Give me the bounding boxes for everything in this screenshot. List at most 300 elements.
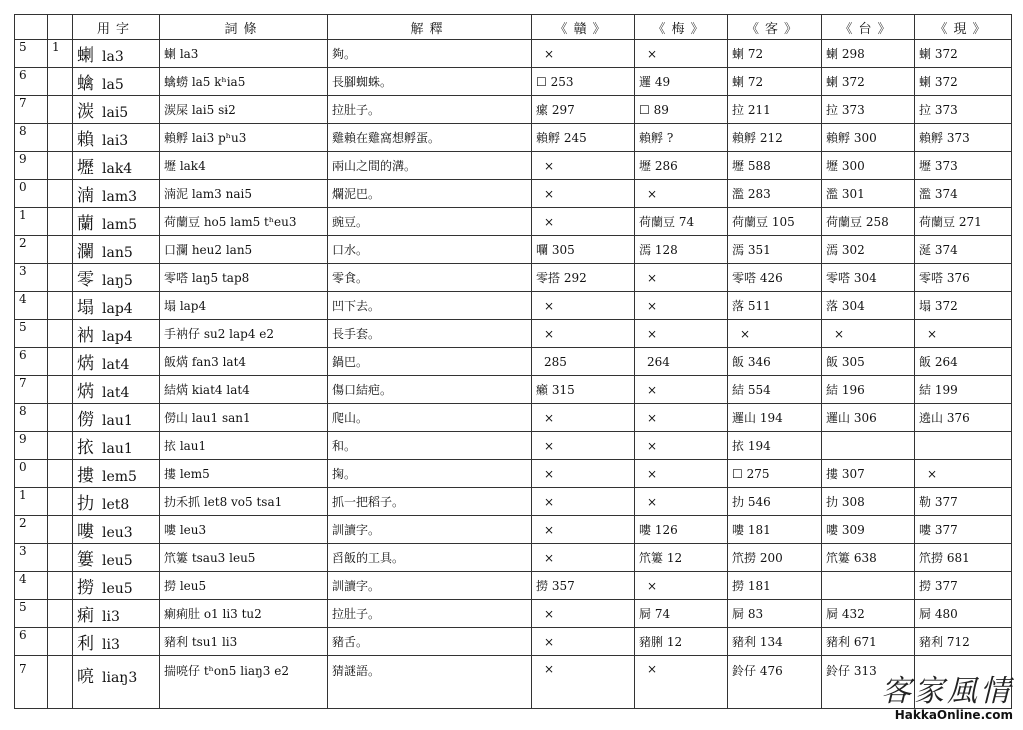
table-row xyxy=(15,292,1012,320)
gan-ref-cell: × xyxy=(532,628,635,656)
group-number xyxy=(48,68,73,96)
group-number xyxy=(48,656,73,709)
mei-ref-cell: × xyxy=(635,460,728,488)
ke-ref-cell: 壢 588 xyxy=(728,152,822,180)
mei-ref-cell: × xyxy=(635,180,728,208)
mei-ref-cell: 荷蘭豆 74 xyxy=(635,208,728,236)
xian-ref-cell: 遶山 376 xyxy=(915,404,1012,432)
headword-phonetic: lem5 xyxy=(102,469,137,485)
headword-char: 瀾 xyxy=(77,242,94,262)
headword-char: 挔 xyxy=(77,438,94,458)
meaning-cell: 凹下去。 xyxy=(328,292,532,320)
headword xyxy=(73,152,160,180)
headword xyxy=(73,208,160,236)
group-number xyxy=(48,320,73,348)
headword xyxy=(73,600,160,628)
table-row xyxy=(15,68,1012,96)
headword-phonetic: lau1 xyxy=(102,441,133,457)
meaning-cell: 豌豆。 xyxy=(328,208,532,236)
mei-ref-cell: 賴孵 ? xyxy=(635,124,728,152)
meaning-cell: 長腳蜘蛛。 xyxy=(328,68,532,96)
entry-cell: 湠屎 lai5 sɨ2 xyxy=(160,96,328,124)
gan-ref-cell: × xyxy=(532,460,635,488)
ke-ref-cell: 荷蘭豆 105 xyxy=(728,208,822,236)
xian-ref-cell: × xyxy=(915,460,1012,488)
group-number xyxy=(48,180,73,208)
group-number xyxy=(48,152,73,180)
tai-ref-cell: 結 196 xyxy=(822,376,915,404)
meaning-cell: 兩山之間的溝。 xyxy=(328,152,532,180)
headword-char: 痢 xyxy=(77,606,94,626)
headword-phonetic: lau1 xyxy=(102,413,133,429)
table-row xyxy=(15,656,1012,709)
ke-ref-cell: 嘍 181 xyxy=(728,516,822,544)
row-number: 5 xyxy=(15,600,48,628)
xian-ref-cell: 嘍 377 xyxy=(915,516,1012,544)
headword xyxy=(73,572,160,600)
entry-cell: 撈 leu5 xyxy=(160,572,328,600)
meaning-cell: 豬舌。 xyxy=(328,628,532,656)
headword-phonetic: li3 xyxy=(102,609,120,625)
mei-ref-cell: × xyxy=(635,488,728,516)
headword xyxy=(73,96,160,124)
entry-cell: 摟 lem5 xyxy=(160,460,328,488)
ke-ref-cell: 漹 351 xyxy=(728,236,822,264)
headword-char: 僗 xyxy=(77,410,94,430)
column-header xyxy=(48,15,73,40)
xian-ref-cell: 結 199 xyxy=(915,376,1012,404)
tai-ref-cell: 邏山 306 xyxy=(822,404,915,432)
headword-phonetic: lap4 xyxy=(102,329,133,345)
ke-ref-cell: ☐ 275 xyxy=(728,460,822,488)
meaning-cell: 和。 xyxy=(328,432,532,460)
meaning-cell: 掬。 xyxy=(328,460,532,488)
entry-cell: 僗山 lau1 san1 xyxy=(160,404,328,432)
meaning-cell: 口水。 xyxy=(328,236,532,264)
headword-char: 塌 xyxy=(77,298,94,318)
xian-ref-cell: 拉 373 xyxy=(915,96,1012,124)
gan-ref-cell: × xyxy=(532,292,635,320)
group-number xyxy=(48,348,73,376)
table-row xyxy=(15,432,1012,460)
row-number: 8 xyxy=(15,124,48,152)
headword-phonetic: lan5 xyxy=(102,245,133,261)
ke-ref-cell: 結 554 xyxy=(728,376,822,404)
table-row xyxy=(15,152,1012,180)
ke-ref-cell: × xyxy=(728,320,822,348)
row-number: 2 xyxy=(15,516,48,544)
table-row xyxy=(15,488,1012,516)
table-row xyxy=(15,376,1012,404)
gan-ref-cell: 285 xyxy=(532,348,635,376)
row-number: 2 xyxy=(15,236,48,264)
meaning-cell: 拉肚子。 xyxy=(328,600,532,628)
gan-ref-cell: 㘓 305 xyxy=(532,236,635,264)
gan-ref-cell: × xyxy=(532,600,635,628)
mei-ref-cell: × xyxy=(635,40,728,68)
header-row xyxy=(15,15,1012,40)
headword-phonetic: lam5 xyxy=(102,217,138,233)
column-header: 解釋 xyxy=(328,15,532,40)
hakka-online-logo xyxy=(881,676,1013,722)
entry-cell: 手衲仔 su2 lap4 e2 xyxy=(160,320,328,348)
meaning-cell: 爬山。 xyxy=(328,404,532,432)
table-row xyxy=(15,348,1012,376)
headword-phonetic: lat4 xyxy=(102,357,130,373)
group-number xyxy=(48,600,73,628)
headword-char: 摟 xyxy=(77,466,94,486)
headword xyxy=(73,376,160,404)
gan-ref-cell: × xyxy=(532,208,635,236)
headword-char: 扐 xyxy=(77,494,94,514)
gan-ref-cell: × xyxy=(532,320,635,348)
column-header xyxy=(15,15,48,40)
gan-ref-cell: ☐ 253 xyxy=(532,68,635,96)
tai-ref-cell: 落 304 xyxy=(822,292,915,320)
row-number: 0 xyxy=(15,180,48,208)
table-row xyxy=(15,180,1012,208)
row-number: 4 xyxy=(15,572,48,600)
entry-cell: 扐禾抓 let8 vo5 tsa1 xyxy=(160,488,328,516)
entry-cell: 笊簍 tsau3 leu5 xyxy=(160,544,328,572)
table-row xyxy=(15,236,1012,264)
headword-char: 衲 xyxy=(77,326,94,346)
entry-cell: 豬利 tsu1 li3 xyxy=(160,628,328,656)
group-number xyxy=(48,628,73,656)
xian-ref-cell: 濫 374 xyxy=(915,180,1012,208)
headword-char: 湳 xyxy=(77,186,94,206)
ke-ref-cell: 鈴仔 476 xyxy=(728,656,822,709)
ke-ref-cell: 賴孵 212 xyxy=(728,124,822,152)
mei-ref-cell: 264 xyxy=(635,348,728,376)
group-number xyxy=(48,460,73,488)
tai-ref-cell: × xyxy=(822,320,915,348)
mei-ref-cell: ☐ 89 xyxy=(635,96,728,124)
headword xyxy=(73,264,160,292)
headword-phonetic: lap4 xyxy=(102,301,133,317)
row-number: 8 xyxy=(15,404,48,432)
headword-char: 簍 xyxy=(77,550,94,570)
mei-ref-cell: × xyxy=(635,292,728,320)
ke-ref-cell: 邏山 194 xyxy=(728,404,822,432)
headword-char: 蝲 xyxy=(77,46,94,66)
headword xyxy=(73,544,160,572)
tai-ref-cell: 笊簍 638 xyxy=(822,544,915,572)
xian-ref-cell: 豬利 712 xyxy=(915,628,1012,656)
mei-ref-cell: × xyxy=(635,404,728,432)
row-number: 0 xyxy=(15,460,48,488)
row-number: 6 xyxy=(15,628,48,656)
group-number xyxy=(48,544,73,572)
tai-ref-cell: 扐 308 xyxy=(822,488,915,516)
entry-cell: 壢 lak4 xyxy=(160,152,328,180)
mei-ref-cell: 壢 286 xyxy=(635,152,728,180)
headword xyxy=(73,236,160,264)
tai-ref-cell: 蝲 372 xyxy=(822,68,915,96)
headword-phonetic: liaŋ3 xyxy=(102,670,138,686)
headword-phonetic: lam3 xyxy=(102,189,138,205)
headword-phonetic: lat4 xyxy=(102,385,130,401)
xian-ref-cell: 涎 374 xyxy=(915,236,1012,264)
mei-ref-cell: × xyxy=(635,264,728,292)
ke-ref-cell: 豬利 134 xyxy=(728,628,822,656)
xian-ref-cell: 塌 372 xyxy=(915,292,1012,320)
headword xyxy=(73,404,160,432)
mei-ref-cell: × xyxy=(635,572,728,600)
xian-ref-cell: 蝲 372 xyxy=(915,68,1012,96)
entry-cell: 蠄蟧 la5 kʰia5 xyxy=(160,68,328,96)
mei-ref-cell: 漹 128 xyxy=(635,236,728,264)
gan-ref-cell: × xyxy=(532,656,635,709)
tai-ref-cell: 蝲 298 xyxy=(822,40,915,68)
mei-ref-cell: × xyxy=(635,320,728,348)
tai-ref-cell: 飯 305 xyxy=(822,348,915,376)
entry-cell: 口瀾 heu2 lan5 xyxy=(160,236,328,264)
xian-ref-cell: 荷蘭豆 271 xyxy=(915,208,1012,236)
row-number: 9 xyxy=(15,432,48,460)
table-row xyxy=(15,516,1012,544)
headword-phonetic: leu5 xyxy=(102,581,133,597)
group-number: 1 xyxy=(48,40,73,68)
headword xyxy=(73,488,160,516)
gan-ref-cell: × xyxy=(532,40,635,68)
meaning-cell: 舀飯的工具。 xyxy=(328,544,532,572)
headword-char: 焫 xyxy=(77,354,94,374)
row-number: 7 xyxy=(15,656,48,709)
gan-ref-cell: × xyxy=(532,180,635,208)
column-header: 《梅》 xyxy=(635,15,728,40)
row-number: 1 xyxy=(15,208,48,236)
tai-ref-cell: 摟 307 xyxy=(822,460,915,488)
headword-phonetic: la5 xyxy=(102,77,124,93)
headword-phonetic: lai3 xyxy=(102,133,129,149)
group-number xyxy=(48,404,73,432)
headword-phonetic: li3 xyxy=(102,637,120,653)
gan-ref-cell: × xyxy=(532,488,635,516)
entry-cell: 荷蘭豆 ho5 lam5 tʰeu3 xyxy=(160,208,328,236)
row-number: 7 xyxy=(15,96,48,124)
tai-ref-cell xyxy=(822,432,915,460)
logo-calligraphy: 客家風情 xyxy=(881,674,1013,709)
group-number xyxy=(48,488,73,516)
row-number: 4 xyxy=(15,292,48,320)
gan-ref-cell: × xyxy=(532,404,635,432)
xian-ref-cell: 賴孵 373 xyxy=(915,124,1012,152)
table-row xyxy=(15,460,1012,488)
tai-ref-cell: 濫 301 xyxy=(822,180,915,208)
headword-phonetic: let8 xyxy=(102,497,130,513)
entry-cell: 挔 lau1 xyxy=(160,432,328,460)
headword-char: 蠄 xyxy=(77,74,94,94)
entry-cell: 結焫 kiat4 lat4 xyxy=(160,376,328,404)
row-number: 9 xyxy=(15,152,48,180)
tai-ref-cell: 屙 432 xyxy=(822,600,915,628)
row-number: 6 xyxy=(15,68,48,96)
table-row xyxy=(15,208,1012,236)
gan-ref-cell: × xyxy=(532,544,635,572)
xian-ref-cell: 勒 377 xyxy=(915,488,1012,516)
mei-ref-cell: 豬脷 12 xyxy=(635,628,728,656)
row-number: 5 xyxy=(15,40,48,68)
headword xyxy=(73,348,160,376)
headword-char: 喨 xyxy=(77,667,94,687)
gan-ref-cell: 撈 357 xyxy=(532,572,635,600)
meaning-cell: 抓一把稻子。 xyxy=(328,488,532,516)
ke-ref-cell: 扐 546 xyxy=(728,488,822,516)
headword xyxy=(73,656,160,709)
column-header: 《現》 xyxy=(915,15,1012,40)
logo-url: HakkaOnline.com xyxy=(894,708,1013,722)
mei-ref-cell: × xyxy=(635,432,728,460)
column-header: 《台》 xyxy=(822,15,915,40)
headword-char: 蘭 xyxy=(77,214,94,234)
dictionary-table xyxy=(14,14,1012,709)
xian-ref-cell: 壢 373 xyxy=(915,152,1012,180)
mei-ref-cell: 笊簍 12 xyxy=(635,544,728,572)
entry-cell: 蝲 la3 xyxy=(160,40,328,68)
group-number xyxy=(48,572,73,600)
tai-ref-cell: 鈴仔 313 xyxy=(822,656,915,709)
entry-cell: 零嗒 laŋ5 tap8 xyxy=(160,264,328,292)
ke-ref-cell: 笊撈 200 xyxy=(728,544,822,572)
meaning-cell: 訓讀字。 xyxy=(328,572,532,600)
mei-ref-cell: × xyxy=(635,656,728,709)
group-number xyxy=(48,264,73,292)
entry-cell: 湳泥 lam3 nai5 xyxy=(160,180,328,208)
gan-ref-cell: 癩 315 xyxy=(532,376,635,404)
table-row xyxy=(15,600,1012,628)
group-number xyxy=(48,96,73,124)
meaning-cell: 傷口結疤。 xyxy=(328,376,532,404)
group-number xyxy=(48,376,73,404)
table-row xyxy=(15,572,1012,600)
xian-ref-cell: 笊撈 681 xyxy=(915,544,1012,572)
headword-char: 利 xyxy=(77,634,94,654)
headword xyxy=(73,40,160,68)
ke-ref-cell: 挔 194 xyxy=(728,432,822,460)
table-row xyxy=(15,124,1012,152)
mei-ref-cell: 屙 74 xyxy=(635,600,728,628)
table-row xyxy=(15,404,1012,432)
meaning-cell: 拉肚子。 xyxy=(328,96,532,124)
gan-ref-cell: × xyxy=(532,432,635,460)
headword xyxy=(73,460,160,488)
mei-ref-cell: × xyxy=(635,376,728,404)
headword-char: 壢 xyxy=(77,158,94,178)
headword xyxy=(73,180,160,208)
tai-ref-cell: 荷蘭豆 258 xyxy=(822,208,915,236)
ke-ref-cell: 蝲 72 xyxy=(728,68,822,96)
table-row xyxy=(15,320,1012,348)
xian-ref-cell xyxy=(915,432,1012,460)
column-header: 《客》 xyxy=(728,15,822,40)
entry-cell: 瘌痢肚 o1 li3 tu2 xyxy=(160,600,328,628)
mei-ref-cell: 邏 49 xyxy=(635,68,728,96)
headword-phonetic: lak4 xyxy=(102,161,133,177)
tai-ref-cell: 零嗒 304 xyxy=(822,264,915,292)
ke-ref-cell: 零嗒 426 xyxy=(728,264,822,292)
column-header: 詞條 xyxy=(160,15,328,40)
tai-ref-cell: 嘍 309 xyxy=(822,516,915,544)
headword-char: 湠 xyxy=(77,102,94,122)
group-number xyxy=(48,292,73,320)
entry-cell: 賴孵 lai3 pʰu3 xyxy=(160,124,328,152)
meaning-cell: 爛泥巴。 xyxy=(328,180,532,208)
tai-ref-cell: 豬利 671 xyxy=(822,628,915,656)
headword xyxy=(73,432,160,460)
meaning-cell: 訓讀字。 xyxy=(328,516,532,544)
meaning-cell: 零食。 xyxy=(328,264,532,292)
tai-ref-cell: 拉 373 xyxy=(822,96,915,124)
xian-ref-cell: 零嗒 376 xyxy=(915,264,1012,292)
headword xyxy=(73,628,160,656)
ke-ref-cell: 屙 83 xyxy=(728,600,822,628)
row-number: 5 xyxy=(15,320,48,348)
ke-ref-cell: 濫 283 xyxy=(728,180,822,208)
ke-ref-cell: 落 511 xyxy=(728,292,822,320)
gan-ref-cell: 瘰 297 xyxy=(532,96,635,124)
entry-cell: 塌 lap4 xyxy=(160,292,328,320)
table-row xyxy=(15,628,1012,656)
xian-ref-cell: × xyxy=(915,320,1012,348)
row-number: 3 xyxy=(15,264,48,292)
column-header: 《贛》 xyxy=(532,15,635,40)
table-row xyxy=(15,96,1012,124)
headword-char: 賴 xyxy=(77,130,94,150)
gan-ref-cell: × xyxy=(532,152,635,180)
ke-ref-cell: 撈 181 xyxy=(728,572,822,600)
tai-ref-cell: 壢 300 xyxy=(822,152,915,180)
gan-ref-cell: 零搭 292 xyxy=(532,264,635,292)
row-number: 1 xyxy=(15,488,48,516)
group-number xyxy=(48,516,73,544)
gan-ref-cell: × xyxy=(532,516,635,544)
headword-char: 嘍 xyxy=(77,522,94,542)
headword-char: 焫 xyxy=(77,382,94,402)
headword xyxy=(73,320,160,348)
group-number xyxy=(48,124,73,152)
group-number xyxy=(48,208,73,236)
row-number: 3 xyxy=(15,544,48,572)
tai-ref-cell: 賴孵 300 xyxy=(822,124,915,152)
group-number xyxy=(48,236,73,264)
column-header: 用字 xyxy=(73,15,160,40)
tai-ref-cell: 漹 302 xyxy=(822,236,915,264)
meaning-cell: 鍋巴。 xyxy=(328,348,532,376)
table-row xyxy=(15,264,1012,292)
headword-phonetic: laŋ5 xyxy=(102,273,133,289)
entry-cell: 嘍 leu3 xyxy=(160,516,328,544)
ke-ref-cell: 飯 346 xyxy=(728,348,822,376)
headword-char: 零 xyxy=(77,270,94,290)
headword-char: 撈 xyxy=(77,578,94,598)
entry-cell: 揣喨仔 tʰon5 liaŋ3 e2 xyxy=(160,656,328,709)
xian-ref-cell: 撈 377 xyxy=(915,572,1012,600)
headword xyxy=(73,124,160,152)
meaning-cell: 夠。 xyxy=(328,40,532,68)
table-row xyxy=(15,40,1012,68)
row-number: 6 xyxy=(15,348,48,376)
headword-phonetic: la3 xyxy=(102,49,124,65)
headword xyxy=(73,516,160,544)
headword xyxy=(73,292,160,320)
gan-ref-cell: 賴孵 245 xyxy=(532,124,635,152)
headword xyxy=(73,68,160,96)
tai-ref-cell xyxy=(822,572,915,600)
mei-ref-cell: 嘍 126 xyxy=(635,516,728,544)
xian-ref-cell: 蝲 372 xyxy=(915,40,1012,68)
row-number: 7 xyxy=(15,376,48,404)
